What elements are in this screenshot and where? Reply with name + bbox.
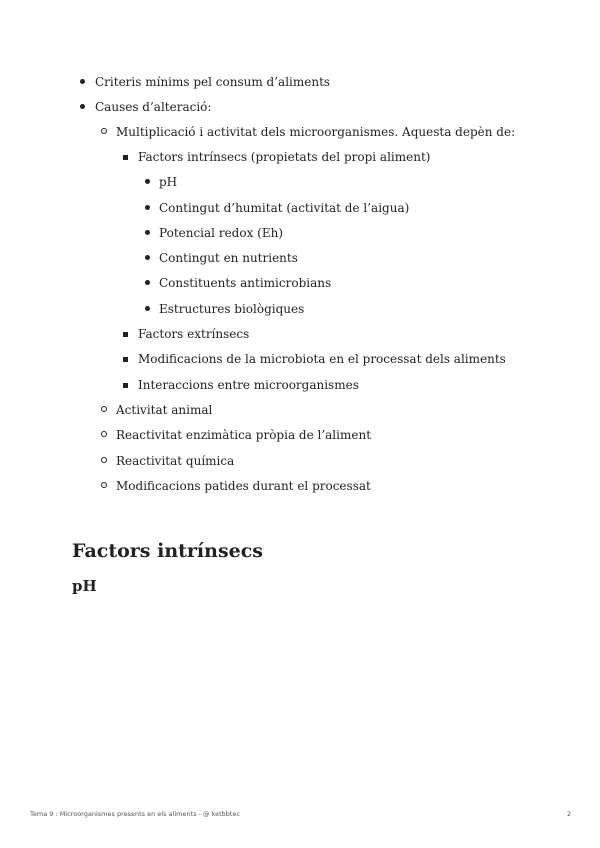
disc-bullet-icon: [145, 179, 150, 184]
circle-bullet-icon: [101, 406, 107, 412]
square-bullet-icon: [123, 155, 128, 160]
disc-bullet-icon: [145, 280, 150, 285]
list-item: Criteris mínims pel consum d’aliments: [0, 74, 600, 90]
factors-sublist: [116, 149, 600, 392]
disc-bullet-icon: [145, 306, 150, 311]
circle-bullet-icon: [101, 457, 107, 463]
page-number: 2: [567, 810, 572, 818]
disc-bullet-icon: [145, 230, 150, 235]
square-bullet-icon: [123, 357, 128, 362]
subsection-heading: pH: [72, 577, 97, 595]
list-item: Contingut en nutrients: [0, 250, 600, 266]
circle-bullet-icon: [101, 431, 107, 437]
disc-bullet-icon: [80, 104, 85, 109]
circle-bullet-icon: [101, 482, 107, 488]
list-item: Activitat animal: [0, 402, 600, 418]
list-item: Estructures biològiques: [0, 301, 600, 317]
list-item: Modificacions de la microbiota en el processat dels aliments: [0, 351, 600, 367]
list-item: Contingut d’humitat (activitat de l’aigua): [0, 200, 600, 216]
list-item: Factors extrínsecs: [0, 326, 600, 342]
disc-bullet-icon: [145, 255, 150, 260]
list-item: pH: [0, 174, 600, 190]
section-heading: Factors intrínsecs: [72, 540, 264, 562]
list-item: Factors intrínsecs (propietats del propi aliment) pH Contingut d’humitat (activitat de l’aigua) Potencial redox (Eh) Contingut en nutrients Constituents antimicrobians Estructures biològiques: [0, 149, 600, 316]
main-list: [0, 74, 600, 503]
causes-sublist: [95, 124, 600, 494]
list-item: Constituents antimicrobians: [0, 275, 600, 291]
list-item: Reactivitat química: [0, 453, 600, 469]
square-bullet-icon: [123, 332, 128, 337]
list-item: Modificacions patides durant el processat: [0, 478, 600, 494]
disc-bullet-icon: [145, 205, 150, 210]
list-item: Interaccions entre microorganismes: [0, 377, 600, 393]
intrinsic-factors-sublist: [138, 174, 600, 316]
list-item: Reactivitat enzimàtica pròpia de l’aliment: [0, 427, 600, 443]
circle-bullet-icon: [101, 128, 107, 134]
page-footer: Tema 9 : Microorganismes presents en els aliments - @ ketbbtec: [30, 810, 241, 818]
list-item: Potencial redox (Eh): [0, 225, 600, 241]
disc-bullet-icon: [80, 79, 85, 84]
list-item: Causes d’alteració: Multiplicació i activitat dels microorganismes. Aquesta depèn de: Factors intrínsecs (propietats del propi aliment) pH Contingut d’humitat (activitat de l’aigua) Potencial redox (Eh) Contingut en nutrients Constituents antimicrobians Estructures biològiques Factors extrínsecs Modificacions de la microbiota en el processat dels aliments Interaccions entre microorganismes Activitat animal Reactivitat enzimàtica pròpia de l’aliment Reactivitat química Modificacions patides durant el processat: [0, 99, 600, 494]
list-item: Multiplicació i activitat dels microorganismes. Aquesta depèn de: Factors intrínsecs (propietats del propi aliment) pH Contingut d’humitat (activitat de l’aigua) Potencial redox (Eh) Contingut en nutrients Constituents antimicrobians Estructures biològiques Factors extrínsecs Modificacions de la microbiota en el processat dels aliments Interaccions entre microorganismes: [0, 124, 600, 392]
square-bullet-icon: [123, 383, 128, 388]
